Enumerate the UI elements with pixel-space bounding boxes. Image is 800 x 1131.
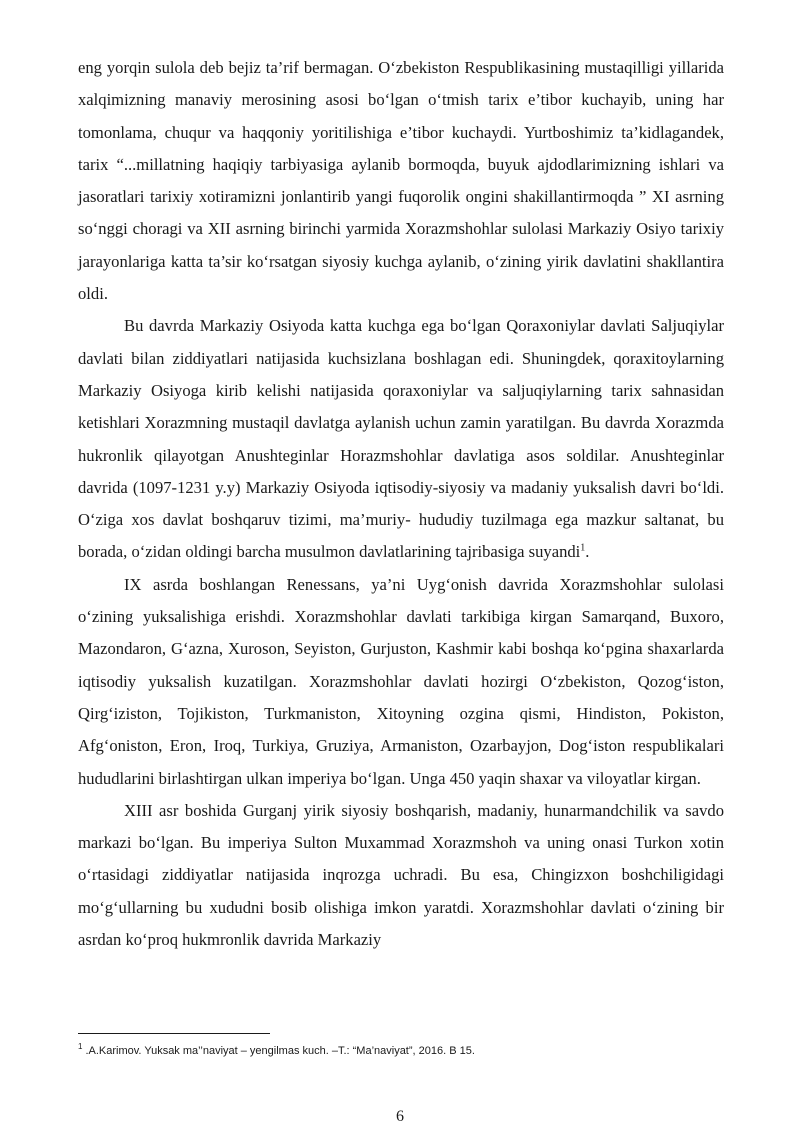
- footnote-marker: 1: [78, 1042, 83, 1052]
- footnote-reference[interactable]: 1: [580, 542, 586, 554]
- page-number: 6: [396, 1108, 404, 1125]
- footnote-separator: [78, 1033, 270, 1034]
- paragraph-3: IX asrda boshlangan Renessans, ya’ni Uyg‘onish davrida Xorazmshohlar sulolasi o‘zining yuksalishiga erishdi. Xorazmshohlar davlati tarkibiga kirgan Samarqand, Buxoro, Mazondaron, G‘azna, Xuroson, Seyiston, Gurjuston, Kashmir kabi boshqa ko‘pgina shaxarlarda iqtisodiy yuksalish kuzatilgan. Xorazmshohlar davlati hozirgi O‘zbekiston, Qozog‘iston, Qirg‘iziston, Tojikiston, Turkmaniston, Xitoyning ozgina qismi, Hindiston, Pokiston, Afg‘oniston, Eron, Iroq, Turkiya, Gruziya, Armaniston, Ozarbayjon, Dog‘iston respublikalari hududlarini birlashtirgan ulkan imperiya bo‘lgan. Unga 450 yaqin shaxar va viloyatlar kirgan.: [78, 574, 724, 788]
- paragraph-2: [78, 310, 724, 568]
- footnote-text: .A.Karimov. Yuksak ma’’naviyat – yengilmas kuch. –T.: “Ma’naviyat”, 2016. B 15.: [85, 1045, 475, 1057]
- paragraph-2-text: Bu davrda Markaziy Osiyoda katta kuchga ega bo‘lgan Qoraxoniylar davlati Saljuqiylar davlati bilan ziddiyatlari natijasida kuchsizlana boshlagan edi. Shuningdek, qoraxitoylarning Markaziy Osiyoga kirib kelishi natijasida qoraxoniylar va saljuqiylarning tarix sahnasidan ketishlari Xorazmning mustaqil davlatga aylanish uchun zamin yaratilgan. Bu davrda Xorazmda hukronlik qilayotgan Anushteginlar Horazmshohlar davlatiga asos soldilar. Anushteginlar davrida (1097-1231 y.y) Markaziy Osiyoda iqtisodiy-siyosiy va madaniy yuksalish davri bo‘ldi. O‘ziga xos davlat boshqaruv tizimi, ma’muriy- hududiy tuzilmaga ega mazkur saltanat, bu borada, o‘zidan oldingi barcha musulmon davlatlarining tajribasiga suyandi: [78, 316, 724, 562]
- paragraph-2-end: .: [585, 542, 590, 562]
- page-body: [78, 52, 724, 956]
- footnote: [78, 1044, 724, 1058]
- paragraph-4: XIII asr boshida Gurganj yirik siyosiy boshqarish, madaniy, hunarmandchilik va savdo markazi bo‘lgan. Bu imperiya Sulton Muxammad Xorazmshoh va uning onasi Turkon xotin o‘rtasidagi ziddiyatlar natijasida inqrozga uchradi. Bu esa, Chingizxon boshchiligidagi mo‘g‘ullarning bu xududni bosib olishiga imkon yaratdi. Xorazmshohlar davlati o‘zining bir asrdan ko‘proq hukmronlik davrida Markaziy: [78, 800, 724, 950]
- paragraph-1: eng yorqin sulola deb bejiz ta’rif bermagan. O‘zbekiston Respublikasining mustaqilligi yillarida xalqimizning manaviy merosining asosi bo‘lgan o‘tmish tarix e’tibor kuchayib, uning har tomonlama, chuqur va haqqoniy yoritilishiga e’tibor kuchaydi. Yurtboshimiz ta’kidlagandek, tarix “...millatning haqiqiy tarbiyasiga aylanib bormoqda, buyuk ajdodlarimizning ishlari va jasoratlari tarixiy xotiramizni jonlantirib yangi fuqorolik ongini shakillantirmoqda ” XI asrning so‘nggi choragi va XII asrning birinchi yarmida Xorazmshohlar sulolasi Markaziy Osiyo tarixiy jarayonlariga katta ta’sir ko‘rsatgan siyosiy kuchga aylanib, o‘zining yirik davlatini shakllantira oldi.: [78, 58, 724, 304]
